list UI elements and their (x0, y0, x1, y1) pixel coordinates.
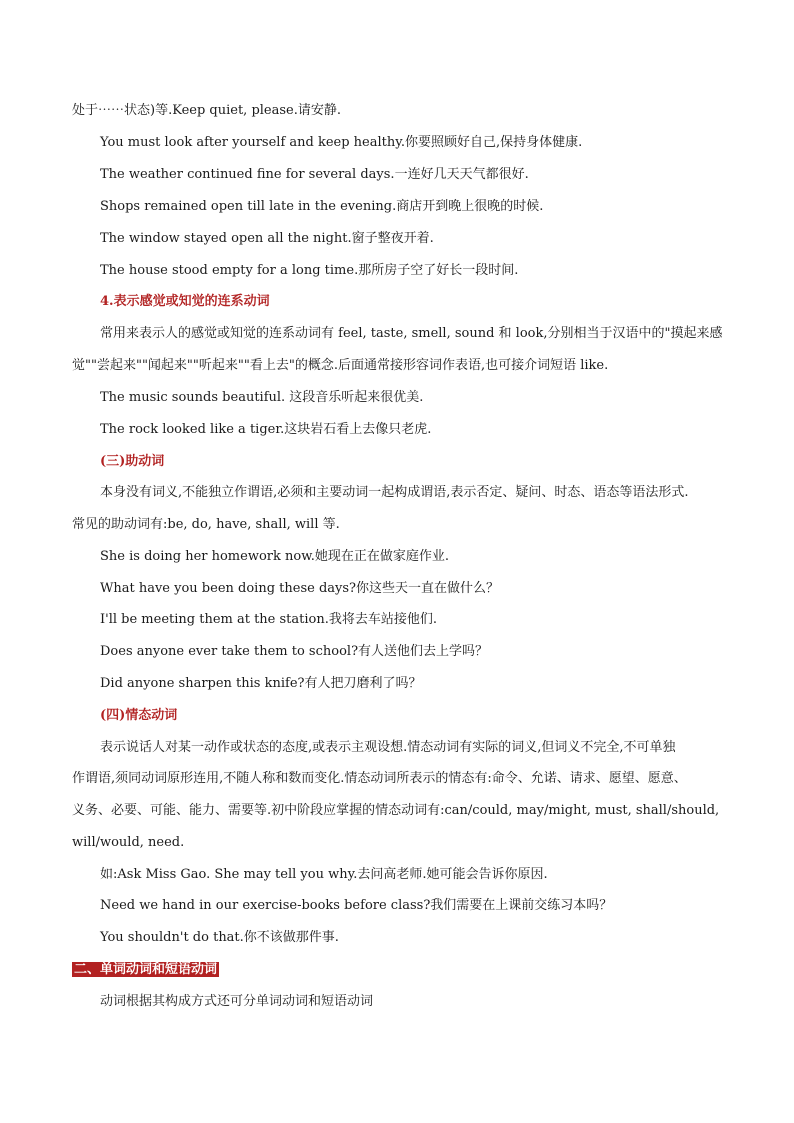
example-sentence: Did anyone sharpen this knife?有人把刀磨利了吗？ (100, 676, 422, 691)
section-heading: 4.表示感觉或知觉的连系动词 (100, 294, 270, 309)
chapter-heading (72, 962, 732, 978)
example-sentence: The music sounds beautiful. 这段音乐听起来很优美. (100, 390, 424, 405)
example-sentence: You shouldn't do that.你不该做那件事. (100, 930, 339, 945)
paragraph-line: 本身没有词义,不能独立作谓语,必须和主要动词一起构成谓语,表示否定、疑问、时态、语态等语法形式. (100, 485, 689, 500)
text-line: 处于⋯⋯状态)等.Keep quiet, please.请安静. (72, 103, 341, 118)
example-sentence: I'll be meeting them at the station.我将去车站接他们. (100, 612, 437, 627)
paragraph-line: 表示说话人对某一动作或状态的态度,或表示主观设想.情态动词有实际的词义,但词义不完全,不可单独 (100, 740, 676, 755)
paragraph-line: 觉""尝起来""闻起来""听起来""看上去"的概念.后面通常接形容词作表语,也可接介词短语 like. (72, 358, 609, 373)
example-sentence: The weather continued fine for several days.一连好几天天气都很好. (100, 167, 529, 182)
example-sentence: Shops remained open till late in the evening.商店开到晚上很晚的时候. (100, 199, 544, 214)
example-sentence: What have you been doing these days?你这些天一直在做什么？ (100, 581, 500, 596)
paragraph-line: 常见的助动词有:be, do, have, shall, will 等. (72, 517, 340, 532)
example-sentence: 如:Ask Miss Gao. She may tell you why.去问高老师.她可能会告诉你原因. (100, 867, 548, 882)
example-sentence: The window stayed open all the night.窗子整夜开着. (100, 231, 434, 246)
example-sentence: Need we hand in our exercise-books before class?我们需要在上课前交练习本吗？ (100, 898, 613, 913)
paragraph-line: 动词根据其构成方式还可分单词动词和短语动词 (100, 994, 374, 1009)
example-sentence: The house stood empty for a long time.那所房子空了好长一段时间. (100, 263, 519, 278)
example-sentence: She is doing her homework now.她现在正在做家庭作业. (100, 549, 450, 564)
paragraph-line: 常用来表示人的感觉或知觉的连系动词有 feel, taste, smell, sound 和 look,分别相当于汉语中的"摸起来感 (100, 326, 723, 341)
chapter-heading-text: 二、单词动词和短语动词 (74, 962, 218, 977)
example-sentence: You must look after yourself and keep healthy.你要照顾好自己,保持身体健康. (100, 135, 583, 150)
paragraph-line: 作谓语,须同动词原形连用,不随人称和数而变化.情态动词所表示的情态有:命令、允诺、请求、愿望、愿意、 (72, 771, 687, 786)
section-heading: (四)情态动词 (100, 708, 178, 723)
paragraph-line: will/would, need. (72, 835, 185, 850)
paragraph-line: 义务、必要、可能、能力、需要等.初中阶段应掌握的情态动词有:can/could, may/might, must, shall/should, (72, 803, 720, 818)
example-sentence: Does anyone ever take them to school?有人送他们去上学吗？ (100, 644, 489, 659)
example-sentence: The rock looked like a tiger.这块岩石看上去像只老虎. (100, 422, 432, 437)
section-heading: (三)助动词 (100, 454, 165, 469)
